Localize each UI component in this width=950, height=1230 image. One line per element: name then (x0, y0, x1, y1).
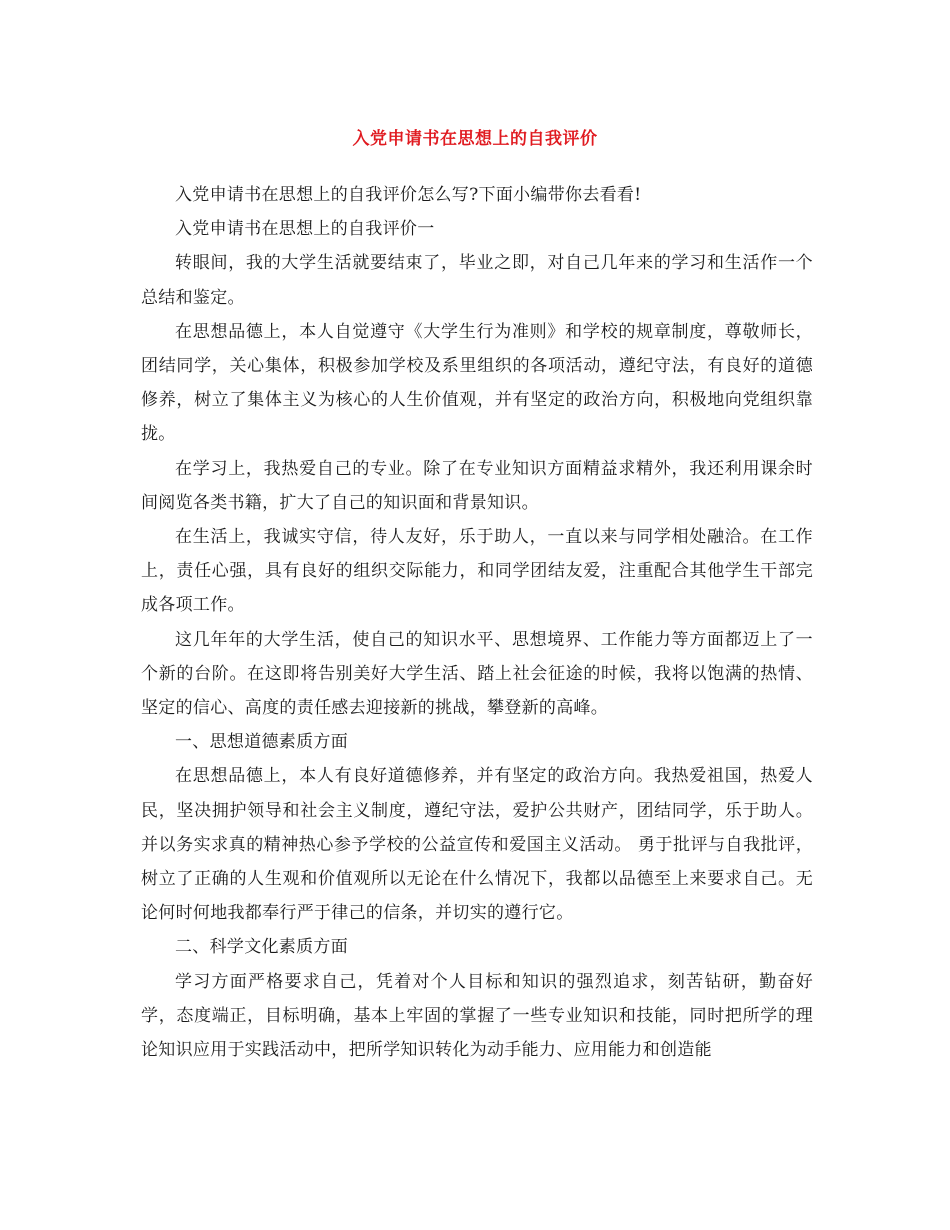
section-heading-science: 二、科学文化素质方面 (175, 937, 348, 958)
paragraph: 在生活上，我诚实守信，待人友好，乐于助人，一直以来与同学相处融洽。在工作上，责任心强，具有良好的组织交际能力，和同学团结友爱，注重配合其他学生干部完成各项工作。 (141, 527, 813, 616)
paragraph-intro: 入党申请书在思想上的自我评价怎么写?下面小编带你去看看! (175, 185, 642, 205)
section-heading-moral: 一、思想道德素质方面 (175, 732, 348, 753)
paragraph: 在思想品德上，本人有良好道德修养，并有坚定的政治方向。我热爱祖国，热爱人民，坚决拥护领导和社会主义制度，遵纪守法，爱护公共财产，团结同学，乐于助人。并以务实求真的精神热心参予学校的公益宣传和爱国主义活动。 勇于批评与自我批评，树立了正确的人生观和价值观所以无论在什么情况下，我都以品德至上来要求自己。无论何时何地我都奉行严于律己的信条，并切实的遵行它。 (141, 766, 813, 924)
paragraph: 在学习上，我热爱自己的专业。除了在专业知识方面精益求精外，我还利用课余时间阅览各类书籍，扩大了自己的知识面和背景知识。 (141, 458, 813, 513)
paragraph: 转眼间，我的大学生活就要结束了，毕业之即，对自己几年来的学习和生活作一个总结和鉴定。 (141, 253, 813, 308)
document-body (141, 178, 813, 1067)
document-title: 入党申请书在思想上的自我评价 (352, 129, 598, 149)
section-heading-sample-one: 入党申请书在思想上的自我评价一 (175, 219, 435, 240)
paragraph: 学习方面严格要求自己，凭着对个人目标和知识的强烈追求，刻苦钻研，勤奋好学，态度端正，目标明确，基本上牢固的掌握了一些专业知识和技能，同时把所学的理论知识应用于实践活动中，把所学知识转化为动手能力、应用能力和创造能 (141, 971, 813, 1061)
paragraph: 在思想品德上，本人自觉遵守《大学生行为准则》和学校的规章制度，尊敬师长，团结同学，关心集体，积极参加学校及系里组织的各项活动，遵纪守法，有良好的道德修养，树立了集体主义为核心的人生价值观，并有坚定的政治方向，积极地向党组织靠拢。 (141, 321, 813, 445)
paragraph: 这几年年的大学生活，使自己的知识水平、思想境界、工作能力等方面都迈上了一个新的台阶。在这即将告别美好大学生活、踏上社会征途的时候，我将以饱满的热情、坚定的信心、高度的责任感去迎接新的挑战，攀登新的高峰。 (141, 629, 813, 719)
